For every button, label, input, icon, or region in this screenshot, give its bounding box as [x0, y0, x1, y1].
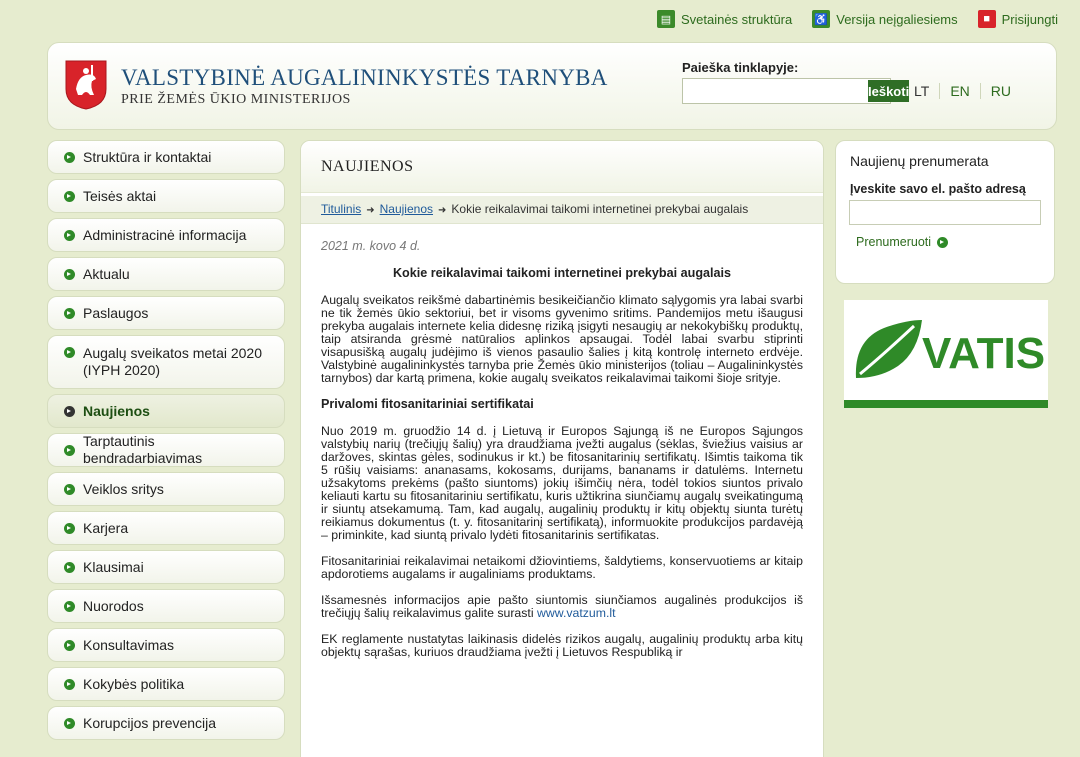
- vatis-leaf-icon: [844, 300, 1048, 400]
- article-paragraph: Nuo 2019 m. gruodžio 14 d. į Lietuvą ir Europos Sąjungą iš ne Europos Sąjungos valstybių narių (trečiųjų šalių) yra draudžiama įvežti augalus (sėklas, šviežius vaisius ar daržoves, skintas gėles, sodinukus ir kt.) be fitosanitarinių sertifikatų. Išimtis taikoma tik 5 rūšių vaisiams: ananasams, kokosams, durijams, bananams ir datulėms. Internetu užsakytoms prekėms (pašto siuntoms) jokių išimčių nėra, todėl tokios siuntos privalo keliauti kartu su fitosanitariniu sertifikatu, kuris užtikrina siunčiamų augalų sveikatingumą ir siuntų atsekamumą. Tam, kad augalų, augalinių produktų ir kitų objektų siunta turėtų reikiamus dokumentus (t. y. fitosanitarinį sertifikatą), informuokite produkcijos pardavėją – priminkite, kad siuntą privalo lydėti fitosanitarinis sertifikatas.: [321, 424, 803, 542]
- subscribe-button[interactable]: [856, 235, 1040, 249]
- sitemap-link[interactable]: [657, 10, 792, 28]
- article-paragraph: EK reglamente nustatytas laikinasis didelės rizikos augalų, augalinių produktų arba kitų objektų sąrašas, kuriuos draudžiama įvežti į Lietuvos Respubliką ir: [321, 632, 803, 659]
- breadcrumb: [301, 196, 823, 224]
- arrow-bullet-icon: [937, 237, 948, 248]
- article-date: 2021 m. kovo 4 d.: [321, 239, 421, 253]
- main-content: [300, 140, 824, 757]
- search-box: [682, 78, 910, 104]
- article-paragraph: Augalų sveikatos reikšmė dabartinėmis besikeičiančio klimato sąlygomis yra labai svarbi ne tik žemės ūkio sektoriui, bet ir visoms gyvenimo sritims. Pandemijos metu išaugusi prekyba augalais internete kelia didesnę riziką įsigyti nesaugių ar nekokybiškų produktų, taip atsiranda grėsmė natūralios aplinkos apsaugai. Todėl labai svarbu stiprinti visapusišką augalų judėjimo iš vienos pasaulio šalies į kitą kontrolę interneto erdvėje. Valstybinė augalininkystės tarnyba prie Žemės ūkio ministerijos (toliau – Augalininkystės tarnybos) dar kartą primena, kokie augalų sveikatos reikalavimai taikomi šioje srityje.: [321, 293, 803, 385]
- article-subheading: Privalomi fitosanitariniai sertifikatai: [321, 397, 534, 411]
- bullet-icon: [64, 230, 75, 241]
- vatis-underline: [844, 400, 1048, 408]
- bullet-icon: [64, 191, 75, 202]
- newsletter-email-label: Įveskite savo el. pašto adresą: [850, 182, 1026, 196]
- bullet-icon: [64, 562, 75, 573]
- subscribe-label: Prenumeruoti: [856, 235, 932, 249]
- article: [301, 224, 823, 659]
- vatzum-link[interactable]: www.vatzum.lt: [536, 606, 616, 620]
- lang-lt[interactable]: LT: [914, 83, 930, 99]
- accessible-version-label: Versija neįgaliesiems: [836, 11, 958, 27]
- vatis-banner[interactable]: [844, 300, 1048, 408]
- page-title: NAUJIENOS: [301, 141, 823, 193]
- breadcrumb-arrow-icon: ➜: [438, 205, 447, 216]
- bullet-icon: [64, 308, 75, 319]
- article-paragraph: Fitosanitariniai reikalavimai netaikomi džiovintiems, šaldytiems, konservuotiems ar kitaip apdorotiems augalams ir augaliniams produktams.: [321, 554, 803, 581]
- nav-item-career[interactable]: Karjera: [47, 511, 285, 545]
- nav-item-international[interactable]: Tarptautinis bendradarbiavimas: [47, 433, 285, 467]
- nav-item-corruption-prevention[interactable]: Korupcijos prevencija: [47, 706, 285, 740]
- newsletter-email-input[interactable]: [849, 200, 1041, 225]
- nav-item-activities[interactable]: Veiklos sritys: [47, 472, 285, 506]
- nav-item-administrative-info[interactable]: Administracinė informacija: [47, 218, 285, 252]
- sidebar-nav: [47, 140, 285, 745]
- wheelchair-icon: ♿: [812, 10, 830, 28]
- language-switcher: [914, 83, 1021, 99]
- bullet-icon: [64, 679, 75, 690]
- breadcrumb-home-link[interactable]: Titulinis: [321, 202, 362, 216]
- nav-item-services[interactable]: Paslaugos: [47, 296, 285, 330]
- nav-item-relevant[interactable]: Aktualu: [47, 257, 285, 291]
- bullet-icon: [64, 347, 75, 358]
- nav-item-news[interactable]: Naujienos: [47, 394, 285, 428]
- vatis-banner-text: VATIS: [922, 329, 1046, 378]
- lock-icon: ■: [978, 10, 996, 28]
- lang-en[interactable]: EN: [939, 83, 979, 99]
- login-label: Prisijungti: [1001, 11, 1058, 27]
- bullet-icon: [64, 640, 75, 651]
- search-label: Paieška tinklapyje:: [682, 60, 799, 75]
- lang-ru[interactable]: RU: [980, 83, 1021, 99]
- accessible-version-link[interactable]: [812, 10, 957, 28]
- article-paragraph-with-link: Išsamesnės informacijos apie pašto siuntomis siunčiamos augalinės produkcijos iš trečiųjų šalių reikalavimus galite surasti www.vatzum.lt: [321, 593, 803, 620]
- search-input[interactable]: [683, 79, 867, 103]
- bullet-icon: [64, 152, 75, 163]
- bullet-icon: [64, 484, 75, 495]
- site-header: [47, 42, 1057, 130]
- sitemap-label: Svetainės struktūra: [680, 11, 793, 27]
- search-button[interactable]: Ieškoti: [868, 80, 909, 102]
- top-utility-bar: [657, 10, 1058, 28]
- nav-item-iyph-2020[interactable]: Augalų sveikatos metai 2020 (IYPH 2020): [47, 335, 285, 389]
- bullet-icon: [64, 406, 75, 417]
- bullet-icon: [64, 601, 75, 612]
- nav-item-quality-policy[interactable]: Kokybės politika: [47, 667, 285, 701]
- breadcrumb-current: Kokie reikalavimai taikomi internetinei prekybai augalais: [451, 202, 749, 216]
- bullet-icon: [64, 445, 75, 456]
- nav-item-legal-acts[interactable]: Teisės aktai: [47, 179, 285, 213]
- sitemap-icon: ▤: [657, 10, 675, 28]
- nav-item-questions[interactable]: Klausimai: [47, 550, 285, 584]
- newsletter-box: [835, 140, 1055, 284]
- breadcrumb-arrow-icon: ➜: [366, 205, 375, 216]
- site-subtitle: PRIE ŽEMĖS ŪKIO MINISTERIJOS: [121, 92, 351, 107]
- coat-of-arms-icon[interactable]: [64, 59, 108, 111]
- site-title[interactable]: VALSTYBINĖ AUGALININKYSTĖS TARNYBA: [121, 65, 608, 90]
- bullet-icon: [64, 523, 75, 534]
- login-link[interactable]: [978, 10, 1058, 28]
- breadcrumb-news-link[interactable]: Naujienos: [379, 202, 433, 216]
- article-title: Kokie reikalavimai taikomi internetinei prekybai augalais: [392, 266, 732, 280]
- nav-item-consulting[interactable]: Konsultavimas: [47, 628, 285, 662]
- bullet-icon: [64, 718, 75, 729]
- bullet-icon: [64, 269, 75, 280]
- nav-item-structure[interactable]: Struktūra ir kontaktai: [47, 140, 285, 174]
- nav-item-links[interactable]: Nuorodos: [47, 589, 285, 623]
- newsletter-title: Naujienų prenumerata: [850, 153, 989, 169]
